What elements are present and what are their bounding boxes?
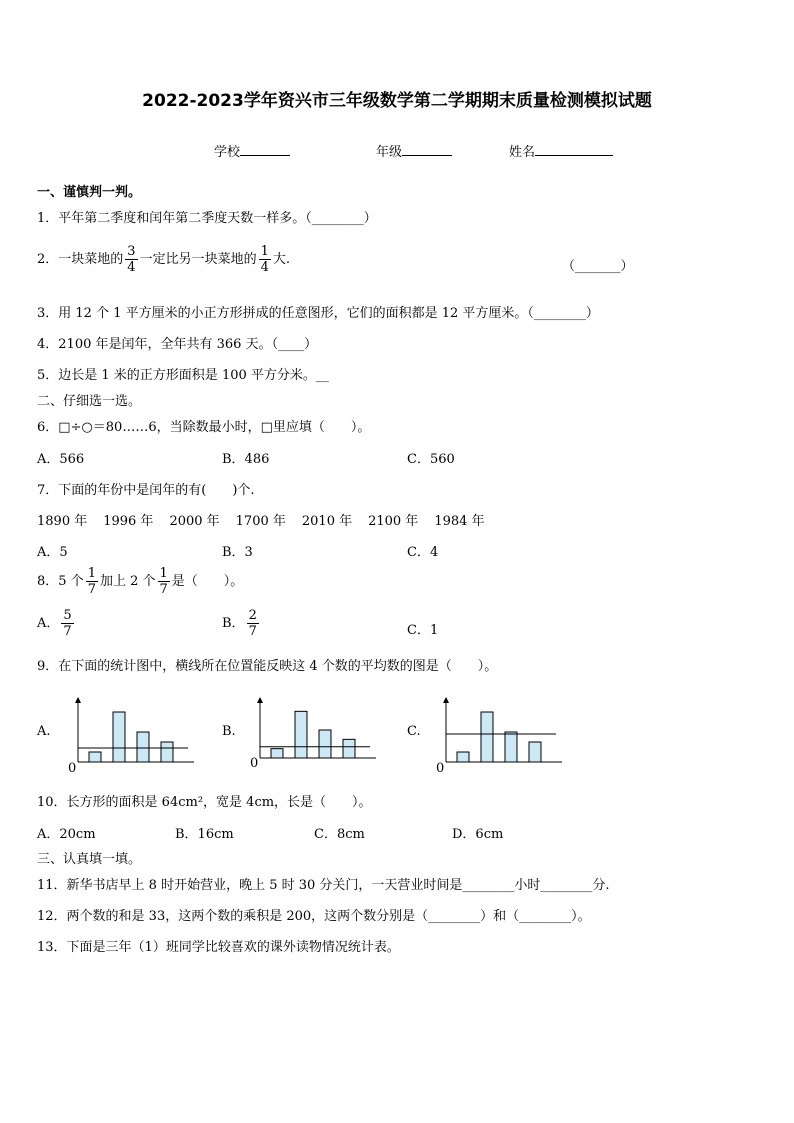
- q7-option-c[interactable]: C．4: [407, 545, 439, 560]
- section-2-heading: 二、仔细选一选。: [37, 394, 142, 409]
- q10-option-d[interactable]: D．6cm: [452, 827, 504, 842]
- question-9: 9．在下面的统计图中，横线所在位置能反映这 4 个数的平均数的图是（ ）。: [37, 659, 498, 674]
- chart-c-y-arrow: [443, 697, 449, 703]
- chart-c-bar-4: [529, 742, 541, 762]
- q8-b-numerator: 2: [248, 608, 257, 623]
- chart-a-bar-3: [137, 732, 149, 762]
- question-5: 5．边长是 1 米的正方形面积是 100 平方分米。__: [37, 368, 329, 383]
- q8-a-fraction: [61, 608, 73, 639]
- q9-chart-a-zero: 0: [68, 761, 77, 776]
- q8-f2-numerator: 1: [159, 566, 168, 581]
- chart-b-bar-4: [343, 739, 355, 758]
- year-item: 2100 年: [368, 514, 419, 529]
- q10-option-c[interactable]: C．8cm: [314, 827, 365, 842]
- grade-field: [376, 141, 452, 160]
- q8-f1-denominator: 7: [87, 582, 96, 597]
- q7-years: [37, 510, 501, 529]
- q10-option-a[interactable]: A．20cm: [37, 827, 96, 842]
- school-field: [214, 141, 290, 160]
- q9-chart-b: [252, 692, 378, 764]
- grade-blank[interactable]: [402, 143, 452, 156]
- q2-text-mid: 一定比另一块菜地的: [139, 252, 257, 267]
- question-1: 1．平年第二季度和闰年第二季度天数一样多。（________）: [37, 211, 377, 226]
- q8-text-mid: 加上 2 个: [99, 574, 156, 589]
- q8-f2-denominator: 7: [159, 582, 168, 597]
- q8-a-denominator: 7: [63, 624, 72, 639]
- q8-option-b[interactable]: [222, 608, 261, 639]
- year-item: 1996 年: [103, 514, 154, 529]
- year-item: 1700 年: [235, 514, 286, 529]
- q2-text-pre: 2．一块菜地的: [37, 252, 124, 267]
- q2-f1-numerator: 3: [127, 244, 136, 259]
- q2-f2-denominator: 4: [260, 260, 269, 275]
- q2-text-post: 大.: [272, 252, 290, 267]
- question-7: 7．下面的年份中是闰年的有( )个.: [37, 483, 255, 498]
- q8-f1-numerator: 1: [87, 566, 96, 581]
- question-11: 11．新华书店早上 8 时开始营业，晚上 5 时 30 分关门，一天营业时间是________小时________分.: [37, 878, 610, 893]
- question-12: 12．两个数的和是 33，这两个数的乘积是 200，这两个数分别是（________）和（________）。: [37, 909, 591, 924]
- year-item: 2010 年: [301, 514, 353, 529]
- q2-f2-numerator: 1: [260, 244, 269, 259]
- q8-text-pre: 8．5 个: [37, 574, 84, 589]
- grade-label: 年级: [376, 145, 403, 160]
- q7-option-a[interactable]: A．5: [37, 545, 68, 560]
- chart-a-bar-4: [161, 742, 173, 762]
- q8-a-numerator: 5: [63, 608, 72, 623]
- q10-option-b[interactable]: B．16cm: [175, 827, 234, 842]
- q7-option-b[interactable]: B．3: [222, 545, 253, 560]
- q8-text-post: 是（ ）。: [171, 574, 244, 589]
- q9-option-c-label[interactable]: C.: [407, 724, 421, 739]
- chart-a-bar-2: [113, 712, 125, 762]
- q2-fraction-1: [125, 244, 137, 275]
- q9-chart-b-zero: 0: [250, 756, 259, 771]
- question-8: [37, 566, 243, 597]
- q9-chart-c: [438, 692, 564, 768]
- q2-f1-denominator: 4: [127, 260, 136, 275]
- name-label: 姓名: [509, 145, 536, 160]
- school-label: 学校: [214, 145, 241, 160]
- q8-fraction-2: [158, 566, 170, 597]
- question-4: 4．2100 年是闰年，全年共有 366 天。（____）: [37, 337, 318, 352]
- q6-option-b[interactable]: B．486: [222, 452, 270, 467]
- question-3: 3．用 12 个 1 平方厘米的小正方形拼成的任意图形，它们的面积都是 12 平方厘米。（________）: [37, 306, 599, 321]
- name-field: [509, 141, 613, 160]
- section-3-heading: 三、认真填一填。: [37, 852, 142, 867]
- q9-chart-c-zero: 0: [436, 761, 445, 776]
- q2-answer-blank[interactable]: （_______）: [562, 259, 634, 274]
- chart-a-bar-1: [89, 752, 101, 762]
- chart-b-bar-2: [295, 711, 307, 758]
- q8-b-letter: B．: [222, 616, 245, 631]
- year-item: 1890 年: [37, 514, 88, 529]
- question-2: [37, 244, 290, 275]
- page-title: 2022-2023学年资兴市三年级数学第二学期期末质量检测模拟试题: [142, 91, 652, 111]
- chart-c-bar-3: [505, 732, 517, 762]
- q8-option-c[interactable]: C．1: [407, 623, 439, 638]
- chart-b-bar-1: [271, 749, 283, 758]
- q8-a-letter: A．: [37, 616, 60, 631]
- section-1-heading: 一、谨慎判一判。: [37, 185, 142, 200]
- question-6: 6．□÷○＝80……6，当除数最小时，□里应填（ ）。: [37, 420, 371, 435]
- name-blank[interactable]: [535, 143, 613, 156]
- q8-b-fraction: [247, 608, 259, 639]
- q6-option-c[interactable]: C．560: [407, 452, 455, 467]
- q8-fraction-1: [86, 566, 98, 597]
- chart-c-bar-2: [481, 712, 493, 762]
- chart-a-y-arrow: [75, 697, 81, 703]
- year-item: 1984 年: [434, 514, 485, 529]
- q9-option-b-label[interactable]: B.: [222, 724, 236, 739]
- chart-b-y-arrow: [257, 697, 263, 703]
- q6-option-a[interactable]: A．566: [37, 452, 85, 467]
- q8-option-a[interactable]: [37, 608, 76, 639]
- q2-fraction-2: [259, 244, 271, 275]
- q9-option-a-label[interactable]: A.: [37, 724, 51, 739]
- q8-b-denominator: 7: [248, 624, 257, 639]
- chart-c-bar-1: [457, 752, 469, 762]
- chart-b-bar-3: [319, 730, 331, 758]
- q9-chart-a: [70, 692, 196, 768]
- question-10: 10．长方形的面积是 64cm²，宽是 4cm，长是（ ）。: [37, 795, 372, 810]
- school-blank[interactable]: [240, 143, 290, 156]
- question-13: 13．下面是三年（1）班同学比较喜欢的课外读物情况统计表。: [37, 940, 400, 955]
- year-item: 2000 年: [169, 514, 220, 529]
